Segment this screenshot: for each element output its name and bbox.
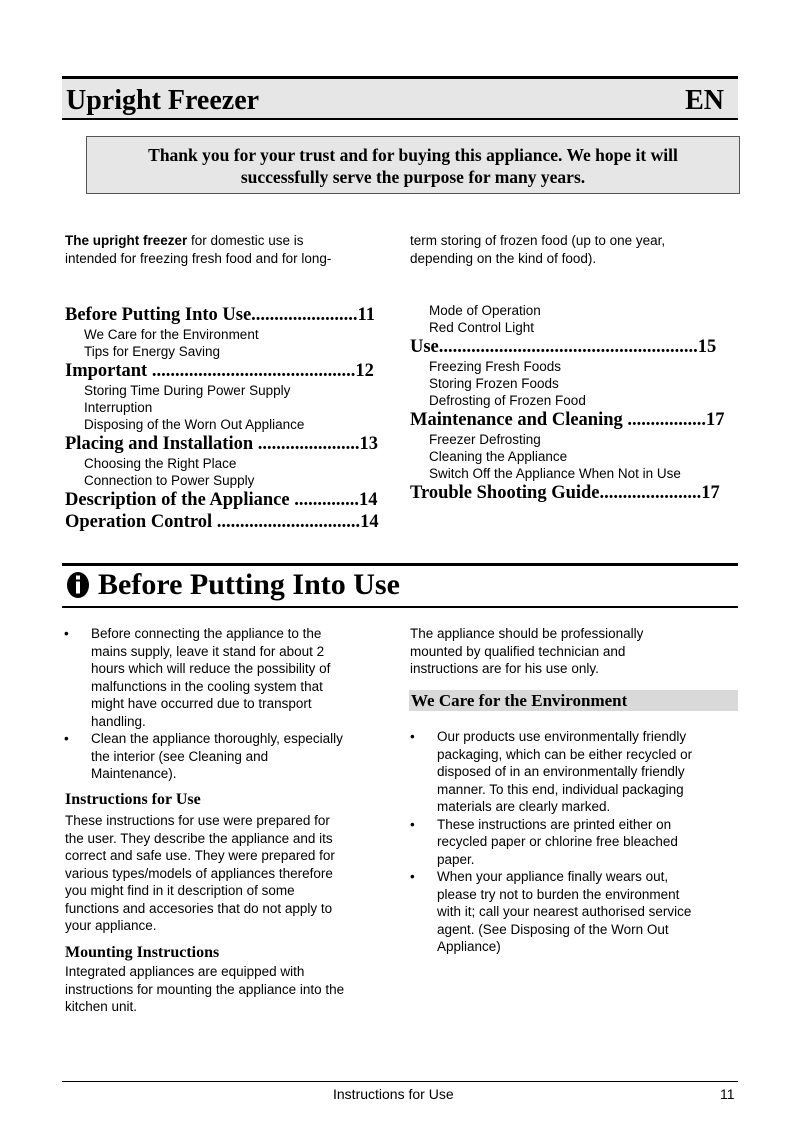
bullet-line: hours which will reduce the possibility of — [91, 661, 331, 676]
page-title: Upright Freezer — [66, 85, 260, 116]
text-line: your appliance. — [65, 918, 157, 933]
bullet-line: Appliance) — [437, 939, 501, 954]
text-line: correct and safe use. They were prepared for — [65, 848, 335, 863]
bullet-dot: • — [410, 816, 415, 832]
text-line: These instructions for use were prepared for — [65, 813, 330, 828]
toc-subitem[interactable]: Interruption — [84, 400, 153, 415]
bullet-line: disposed of in an environmentally friendly — [437, 764, 685, 779]
toc-subitem[interactable]: Storing Frozen Foods — [429, 376, 559, 391]
bullet-line: materials are clearly marked. — [437, 799, 611, 814]
toc-subitem[interactable]: Defrosting of Frozen Food — [429, 393, 586, 408]
toc-subitem[interactable]: Freezer Defrosting — [429, 432, 541, 447]
mounting-text — [62, 963, 392, 1016]
title-bar — [62, 76, 738, 120]
toc-subitem[interactable]: Freezing Fresh Foods — [429, 359, 562, 374]
intro-line-2: intended for freezing fresh food and for long- — [65, 251, 332, 266]
intro-line-3: term storing of frozen food (up to one year, — [410, 233, 666, 248]
text-line: The appliance should be professionally — [410, 626, 644, 641]
text-line: mounted by qualified technician and — [410, 643, 626, 659]
info-icon — [64, 571, 92, 599]
bullet-line: These instructions are printed either on — [437, 816, 672, 832]
text-line: instructions for mounting the appliance into the — [65, 981, 345, 997]
toc-item[interactable]: Description of the Appliance ..............14 — [65, 490, 378, 510]
toc-right — [410, 302, 738, 504]
intro-left — [65, 232, 395, 268]
toc-subitem[interactable]: Disposing of the Worn Out Appliance — [84, 417, 305, 432]
bullet-line: the interior (see Cleaning and — [91, 748, 269, 764]
intro-bold: The upright freezer — [65, 233, 188, 248]
language-code: EN — [685, 85, 724, 116]
bullet-line: Maintenance). — [91, 766, 177, 781]
footer-text: Instructions for Use — [333, 1086, 454, 1102]
bullet-line: please try not to burden the environment — [437, 886, 680, 902]
page-number: 11 — [720, 1086, 735, 1102]
thanks-box — [86, 136, 740, 194]
toc-item[interactable]: Maintenance and Cleaning .................17 — [410, 410, 725, 430]
toc-item[interactable]: Important ............................................12 — [65, 361, 374, 381]
bullet-line: mains supply, leave it stand for about 2 — [91, 643, 325, 659]
bullet-item — [408, 816, 738, 869]
bullet-dot: • — [64, 731, 69, 746]
text-line: kitchen unit. — [65, 999, 138, 1014]
toc-item[interactable]: Use........................................................15 — [410, 337, 717, 357]
section-rule-top — [62, 563, 738, 566]
bullet-dot: • — [410, 729, 415, 744]
bullet-line: When your appliance finally wears out, — [437, 869, 669, 884]
toc-subitem[interactable]: Connection to Power Supply — [84, 473, 255, 488]
bullet-line: handling. — [91, 713, 146, 729]
section-title: Before Putting Into Use — [98, 568, 400, 601]
intro-line-4: depending on the kind of food). — [410, 251, 597, 266]
toc-item[interactable]: Placing and Installation ......................13 — [65, 434, 379, 454]
toc-subitem[interactable]: Switch Off the Appliance When Not in Use — [429, 466, 681, 481]
thanks-line-1: Thank you for your trust and for buying this appliance. We hope it will — [148, 145, 678, 165]
text-line: instructions are for his use only. — [410, 661, 599, 676]
bullet-dot: • — [410, 869, 415, 884]
instructions-text — [62, 812, 392, 935]
bullet-dot: • — [64, 626, 69, 641]
left-column — [62, 625, 392, 1016]
text-line: functions and accesories that do not apply to — [65, 900, 333, 916]
bullet-line: agent. (See Disposing of the Worn Out — [437, 921, 669, 937]
intro-line-1: for domestic use is — [187, 233, 304, 248]
toc-subitem[interactable]: We Care for the Environment — [84, 327, 259, 342]
bullet-line: Before connecting the appliance to the — [91, 626, 322, 641]
section-rule-bottom — [62, 606, 738, 608]
toc-subitem[interactable]: Tips for Energy Saving — [84, 344, 221, 359]
bullet-line: Our products use environmentally friendly — [437, 729, 687, 744]
bullet-line: Clean the appliance thoroughly, especially — [91, 731, 343, 746]
bullet-line: paper. — [437, 851, 475, 867]
footer-rule — [62, 1081, 738, 1082]
bullet-line: malfunctions in the cooling system that — [91, 678, 323, 694]
intro-right — [410, 232, 740, 268]
bullet-line: manner. To this end, individual packaging — [437, 781, 684, 797]
toc-subitem[interactable]: Storing Time During Power Supply — [84, 383, 291, 398]
bullet-item — [408, 728, 738, 816]
toc-subitem[interactable]: Choosing the Right Place — [84, 456, 237, 471]
bullet-item — [408, 868, 738, 956]
bullet-line: with it; call your nearest authorised service — [437, 904, 692, 919]
environment-heading: We Care for the Environment — [409, 690, 738, 711]
text-line: you might find in it description of some — [65, 883, 295, 898]
toc-item[interactable]: Operation Control ...............................14 — [65, 512, 379, 532]
toc-item[interactable]: Before Putting Into Use.......................11 — [65, 305, 376, 325]
thanks-line-2: successfully serve the purpose for many years. — [240, 167, 586, 187]
toc-item[interactable]: Trouble Shooting Guide......................17 — [410, 483, 720, 503]
bullet-line: packaging, which can be either recycled or — [437, 746, 693, 762]
bullet-item — [62, 730, 392, 783]
text-line: various types/models of appliances therefore — [65, 865, 333, 881]
toc-subitem[interactable]: Mode of Operation — [429, 303, 541, 318]
toc-subitem[interactable]: Red Control Light — [429, 320, 535, 335]
instructions-heading: Instructions for Use — [65, 790, 201, 808]
bullet-line: might have occurred due to transport — [91, 696, 312, 711]
right-column-bullets — [408, 728, 738, 956]
toc-subitem[interactable]: Cleaning the Appliance — [429, 449, 568, 464]
mounting-heading: Mounting Instructions — [65, 943, 220, 961]
text-line: the user. They describe the appliance and its — [65, 830, 333, 846]
right-column-intro — [410, 625, 738, 678]
bullet-item — [62, 625, 392, 730]
text-line: Integrated appliances are equipped with — [65, 964, 305, 979]
toc-left — [65, 304, 391, 533]
bullet-line: recycled paper or chlorine free bleached — [437, 834, 678, 849]
